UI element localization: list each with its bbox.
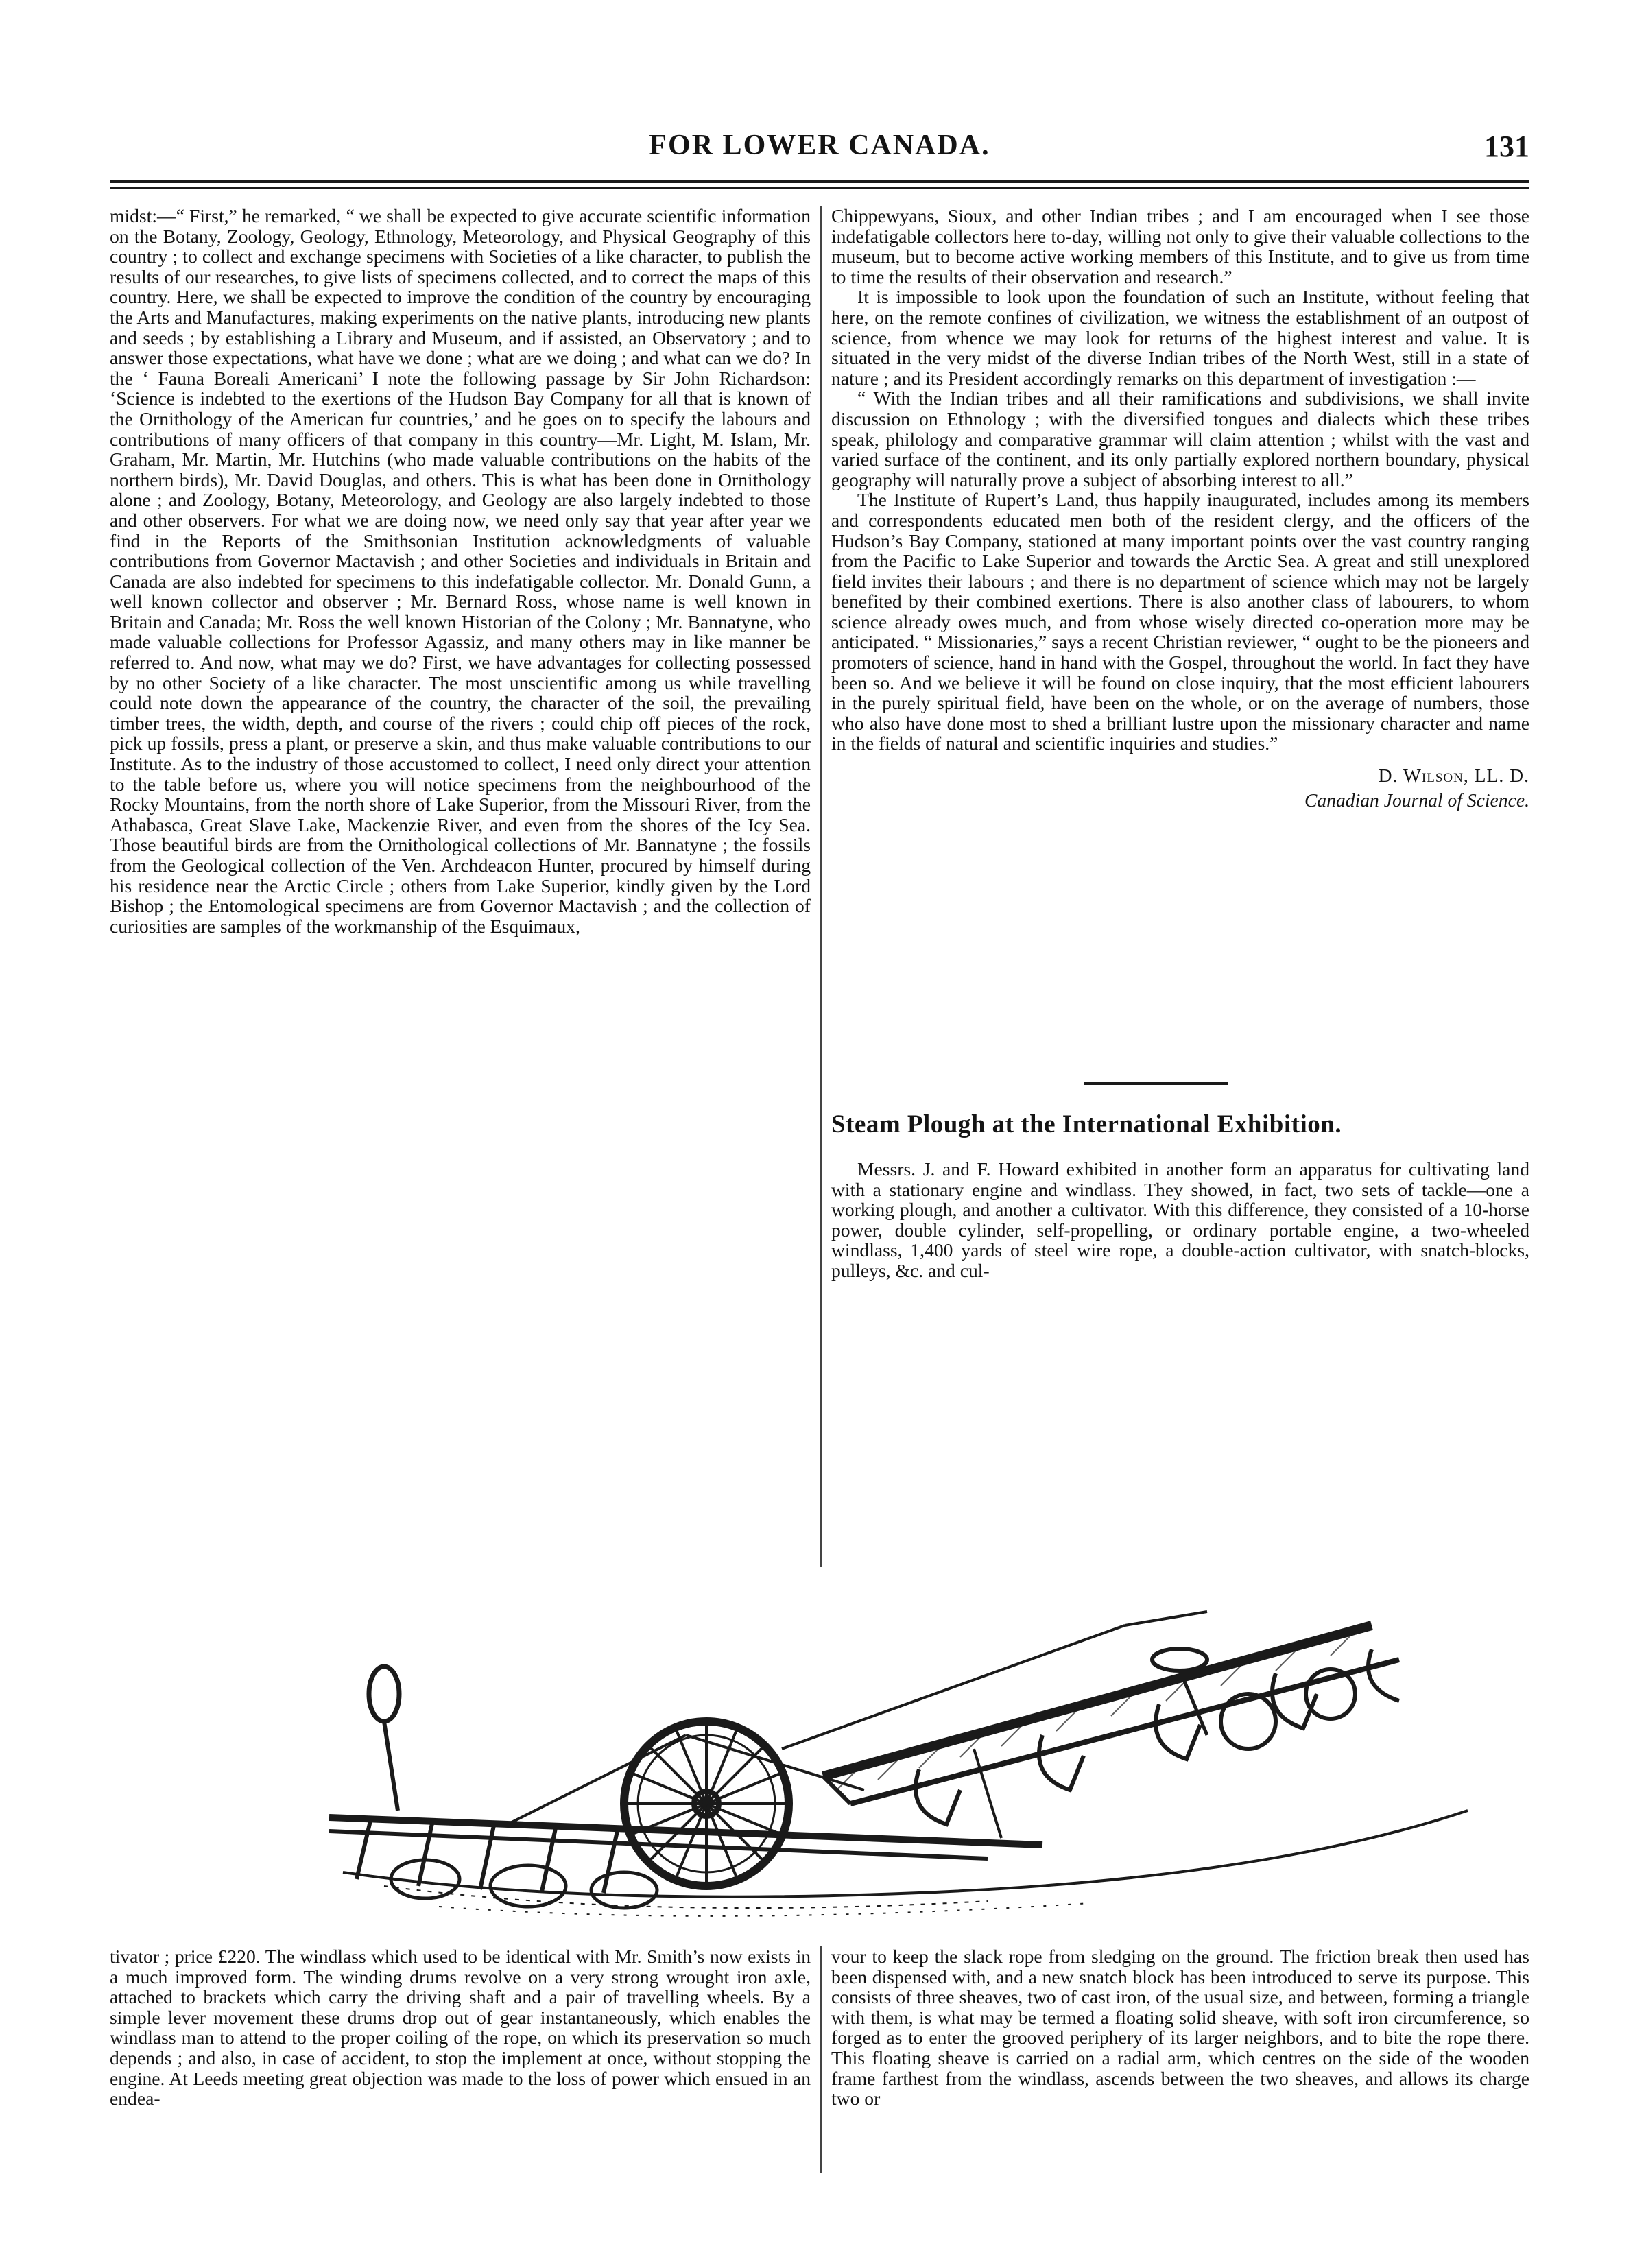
signature-source: Canadian Journal of Science. (1304, 789, 1529, 811)
column-left-lower (110, 1946, 811, 2173)
running-title: FOR LOWER CANADA. (649, 130, 990, 161)
paragraph: tivator ; price £220. The windlass which used to be identical with Mr. Smith’s now exists in a much improved form. The winding drums revolve on a very strong wrought iron axle, attached to brackets which carry the driving shaft and a pair of travelling wheels. By a simple lever movement these drums drop out of gear instantaneously, which enables the windlass man to attend to the proper coiling of the rope, on which its preservation so much depends ; and also, in case of accident, to stop the implement at once, without stopping the engine. At Leeds meeting great objection was made to the loss of power which ensued in an endea- (110, 1946, 811, 2110)
paragraph: The Institute of Rupert’s Land, thus happily inaugurated, includes among its members and correspondents educated men both of the resident clergy, and the officers of the Hudson’s Bay Company, stationed at many important points over the vast country ranging from the Pacific to Lake Superior and towards the Arctic Sea. A great and still unexplored field invites their labours ; and there is no department of science which may not be largely benefited by their combined exertions. There is also another class of labourers, to whom science already owes much, and from whose wisely directed co-operation more may be anticipated. “ Missionaries,” says a recent Christian reviewer, “ ought to be the pioneers and promoters of science, hand in hand with the Gospel, throughout the world. In fact they have been so. And we believe it will be found on close inquiry, that the most efficient labourers in the purely spiritual field, have been on the whole, or on the average of numbers, those who also have done most to shed a brilliant lustre upon the missionary character and name in the fields of natural and scientific inquiries and studies.” (831, 489, 1529, 754)
header-rule-thin (110, 187, 1529, 189)
column-right-middle (831, 1159, 1529, 1571)
paragraph: Messrs. J. and F. Howard exhibited in another form an apparatus for cultivating land with a stationary engine and windlass. They showed, in fact, two sets of tackle—one a working plough, and another a cultivator. With this difference, they consisted of a 10-horse power, double cylinder, self-propelling, or ordinary portable engine, a two-wheeled windlass, 1,400 yards of steel wire rope, a double-action cultivator, with snatch-blocks, pulleys, &c. and cul- (831, 1159, 1529, 1281)
column-right-upper (831, 206, 1529, 1049)
page-number: 131 (1484, 130, 1529, 163)
column-left-upper (110, 206, 811, 1567)
signature-block (831, 763, 1529, 813)
paragraph: vour to keep the slack rope from sledging on the ground. The friction break then used has been dispensed with, and a new snatch block has been introduced to serve its purpose. This consists of three sheaves, two of cast iron, of the usual size, and between, forming a triangle with them, is what may be termed a floating solid sheave, with soft iron circumference, so forged as to enter the grooved periphery of its larger neighbors, and to bite the rope there. This floating sheave is carried on a radial arm, which centres on the side of the wooden frame farthest from the windlass, ascends between the two sheaves, and allows its charge two or (831, 1946, 1529, 2110)
paragraph: It is impossible to look upon the foundation of such an Institute, without feeling that here, on the remote confines of civilization, we witness the establishment of an outpost of science, from whence we may look for returns of the highest interest and value. It is situated in the very midst of the diverse Indian tribes of the North West, still in a state of nature ; and its President accordingly remarks on this department of investigation :— (831, 286, 1529, 389)
column-divider (820, 206, 822, 1567)
header-rule-thick (110, 180, 1529, 183)
paragraph: “ With the Indian tribes and all their ramifications and subdivisions, we shall invite discussion on Ethnology ; with the diversified tongues and dialects which these tribes speak, philology and comparative grammar will claim attention ; whilst with the vast and varied surface of the continent, and its only partially explored northern boundary, physical geography will naturally prove a subject of absorbing interest to all.” (831, 387, 1529, 490)
article-heading: Steam Plough at the International Exhibition. (831, 1110, 1342, 1138)
plough-engraving (302, 1584, 1550, 1927)
paragraph: midst:—“ First,” he remarked, “ we shall be expected to give accurate scientific information on the Botany, Zoology, Geology, Ethnology, Meteorology, and Physical Geography of this country ; to collect and exchange specimens with Societies of a like character, to publish the results of our researches, to give lists of specimens collected, and to correct the maps of this country. Here, we shall be expected to improve the condition of the country by encouraging the Arts and Manufactures, making experiments on the native plants, introducing new plants and seeds ; by establishing a Library and Museum, and if assisted, an Observatory ; and to answer those expectations, what have we done ; what are we doing ; and what can we do? In the ‘ Fauna Boreali Americani’ I note the following passage by Sir John Richardson: ‘Science is indebted to the exertions of the Hudson Bay Company for all that is known of the Ornithology of the American fur countries,’ and he goes on to specify the labours and contributions of many officers of that company in this country—Mr. Light, M. Islam, Mr. Graham, Mr. Martin, Mr. Hutchins (who made valuable contributions on the habits of the northern birds), Mr. David Douglas, and others. This is what has been done in Ornithology alone ; and Zoology, Botany, Meteorology, and Geology are also largely indebted to those and other observers. For what we are doing now, we need only say that year after year we find in the Reports of the Smithsonian Institution acknowledgments of valuable contributions from Governor Mactavish ; and other Societies and individuals in Britain and Canada are also indebted for specimens to this indefatigable collector. Mr. Donald Gunn, a well known collector and observer ; Mr. Bernard Ross, whose name is well known in Britain and Canada; Mr. Ross the well known Historian of the Colony ; Mr. Bannatyne, who made valuable collections for Professor Agassiz, and many others may in like manner be referred to. And now, what may we do? First, we have advantages for collecting possessed by no other Society of a like character. The most unscientific among us while travelling could note down the appearance of the country, the character of the soil, the prevailing timber trees, the width, depth, and course of the rivers ; could chip off pieces of the rock, pick up fossils, press a plant, or preserve a skin, and thus make valuable contributions to our Institute. As to the industry of those accustomed to collect, I need only direct your attention to the table before us, where you will notice specimens from the neighbourhood of the Rocky Mountains, from the north shore of Lake Superior, from the Missouri River, from the Athabasca, Great Slave Lake, Mackenzie River, and even from the shores of the Icy Sea. Those beautiful birds are from the Ornithological collections of Mr. Bannatyne ; the fossils from the Geological collection of the Ven. Archdeacon Hunter, procured by himself during his residence near the Arctic Circle ; others from Lake Superior, kindly given by the Lord Bishop ; the Entomological specimens are from Governor Mactavish ; and the collection of curiosities are samples of the workmanship of the Esquimaux, (110, 206, 811, 937)
column-divider-lower (820, 1946, 822, 2173)
running-head (110, 129, 1529, 177)
section-divider (1084, 1082, 1228, 1085)
paragraph: Chippewyans, Sioux, and other Indian tribes ; and I am encouraged when I see those indefatigable collectors here to-day, willing not only to give their valuable collections to the museum, but to become active working members of this Institute, and to give us from time to time the results of their observation and research.” (831, 206, 1529, 287)
column-right-lower (831, 1946, 1529, 2173)
signature-name: D. Wilson, LL. D. (1378, 765, 1529, 787)
steam-plough-illustration (302, 1584, 1550, 1927)
